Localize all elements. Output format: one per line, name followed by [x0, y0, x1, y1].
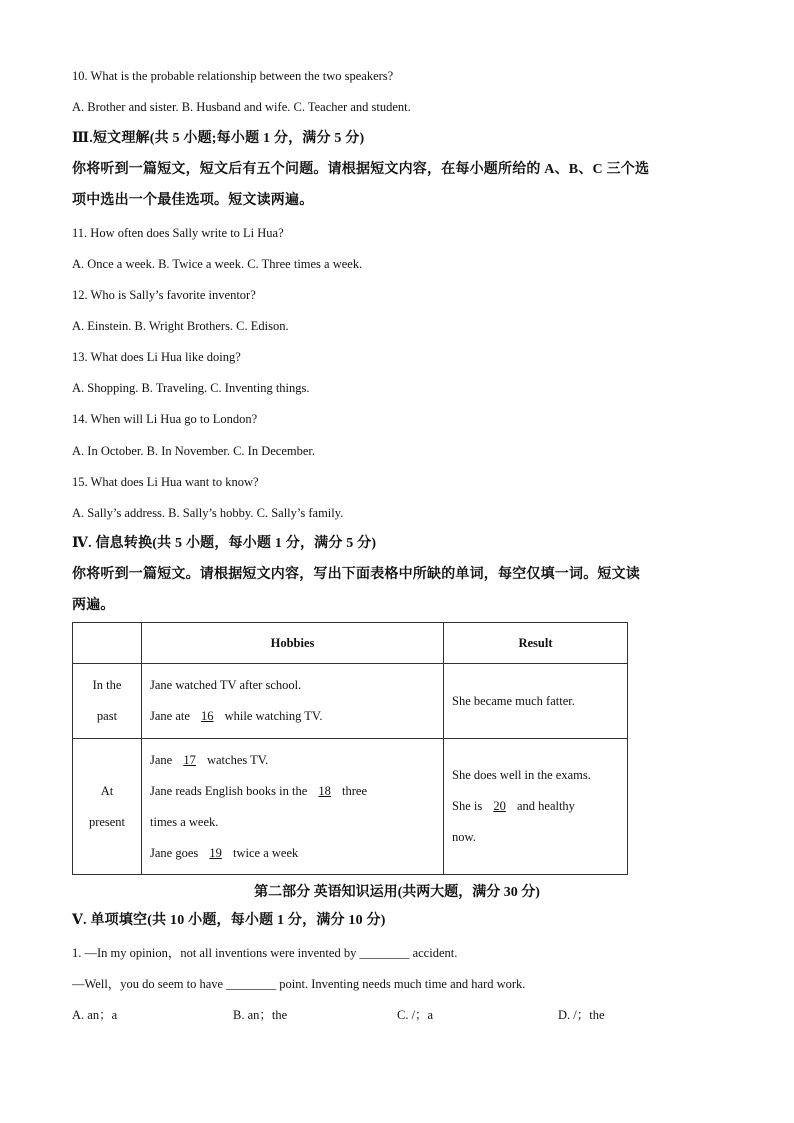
row-label-past: In the past: [73, 664, 142, 739]
question-11: 11. How often does Sally write to Li Hua?: [72, 226, 284, 240]
question-15: 15. What does Li Hua want to know?: [72, 475, 259, 489]
question-10: 10. What is the probable relationship between the two speakers?: [72, 69, 394, 83]
result-cell-present: She does well in the exams. She is 20 and healthy now.: [444, 739, 628, 875]
hobbies-cell-past: Jane watched TV after school. Jane ate 16 while watching TV.: [142, 664, 444, 739]
question-14: 14. When will Li Hua go to London?: [72, 412, 258, 426]
question-12-options: A. Einstein. B. Wright Brothers. C. Edison.: [72, 319, 289, 333]
table-row: [73, 664, 628, 739]
part-2-title: 第二部分 英语知识运用(共两大题，满分 30 分): [254, 885, 540, 900]
question-15-options: A. Sally’s address. B. Sally’s hobby. C. Sally’s family.: [72, 506, 344, 520]
table-row: [73, 739, 628, 875]
blank-19: 19: [209, 845, 222, 860]
header-hobbies: Hobbies: [142, 623, 444, 664]
blank-18: 18: [318, 783, 331, 798]
section-3-instruction: 你将听到一篇短文，短文后有五个问题。请根据短文内容，在每小题所给的 A、B、C 三个选: [72, 162, 650, 177]
option-c: C. /；a: [397, 1008, 434, 1022]
header-result: Result: [444, 623, 628, 664]
section-3-heading: Ⅲ.短文理解(共 5 小题;每小题 1 分，满分 5 分): [72, 131, 365, 146]
question-1-line1: 1. —In my opinion，not all inventions were invented by ________ accident.: [72, 946, 458, 960]
section-3-instruction-cont: 项中选出一个最佳选项。短文读两遍。: [72, 193, 314, 208]
blank-17: 17: [183, 752, 196, 767]
option-d: D. /；the: [558, 1008, 605, 1022]
question-10-options: A. Brother and sister. B. Husband and wife. C. Teacher and student.: [72, 100, 411, 114]
option-a: A. an；a: [72, 1008, 118, 1022]
blank-16: 16: [201, 709, 214, 723]
question-11-options: A. Once a week. B. Twice a week. C. Three times a week.: [72, 257, 363, 271]
table-header-row: [73, 623, 628, 664]
section-5-heading: Ⅴ. 单项填空(共 10 小题，每小题 1 分，满分 10 分): [72, 913, 386, 928]
section-4-instruction-cont: 两遍。: [72, 598, 115, 613]
question-13: 13. What does Li Hua like doing?: [72, 350, 241, 364]
result-cell-past: She became much fatter.: [444, 664, 628, 739]
hobbies-cell-present: Jane 17 watches TV. Jane reads English books in the 18 three times a week. Jane goes 19 twice a week: [142, 739, 444, 875]
option-b: B. an；the: [233, 1008, 288, 1022]
header-empty-cell: [73, 623, 142, 664]
section-4-instruction: 你将听到一篇短文。请根据短文内容，写出下面表格中所缺的单词，每空仅填一词。短文读: [72, 567, 640, 582]
question-13-options: A. Shopping. B. Traveling. C. Inventing things.: [72, 381, 310, 395]
question-1-line2: —Well，you do seem to have ________ point. Inventing needs much time and hard work.: [72, 977, 526, 991]
section-4-heading: Ⅳ. 信息转换(共 5 小题，每小题 1 分，满分 5 分): [72, 536, 377, 551]
question-14-options: A. In October. B. In November. C. In December.: [72, 444, 315, 458]
row-label-present: At present: [73, 739, 142, 875]
blank-20: 20: [493, 799, 506, 813]
question-12: 12. Who is Sally’s favorite inventor?: [72, 288, 256, 302]
info-table: [72, 622, 628, 875]
